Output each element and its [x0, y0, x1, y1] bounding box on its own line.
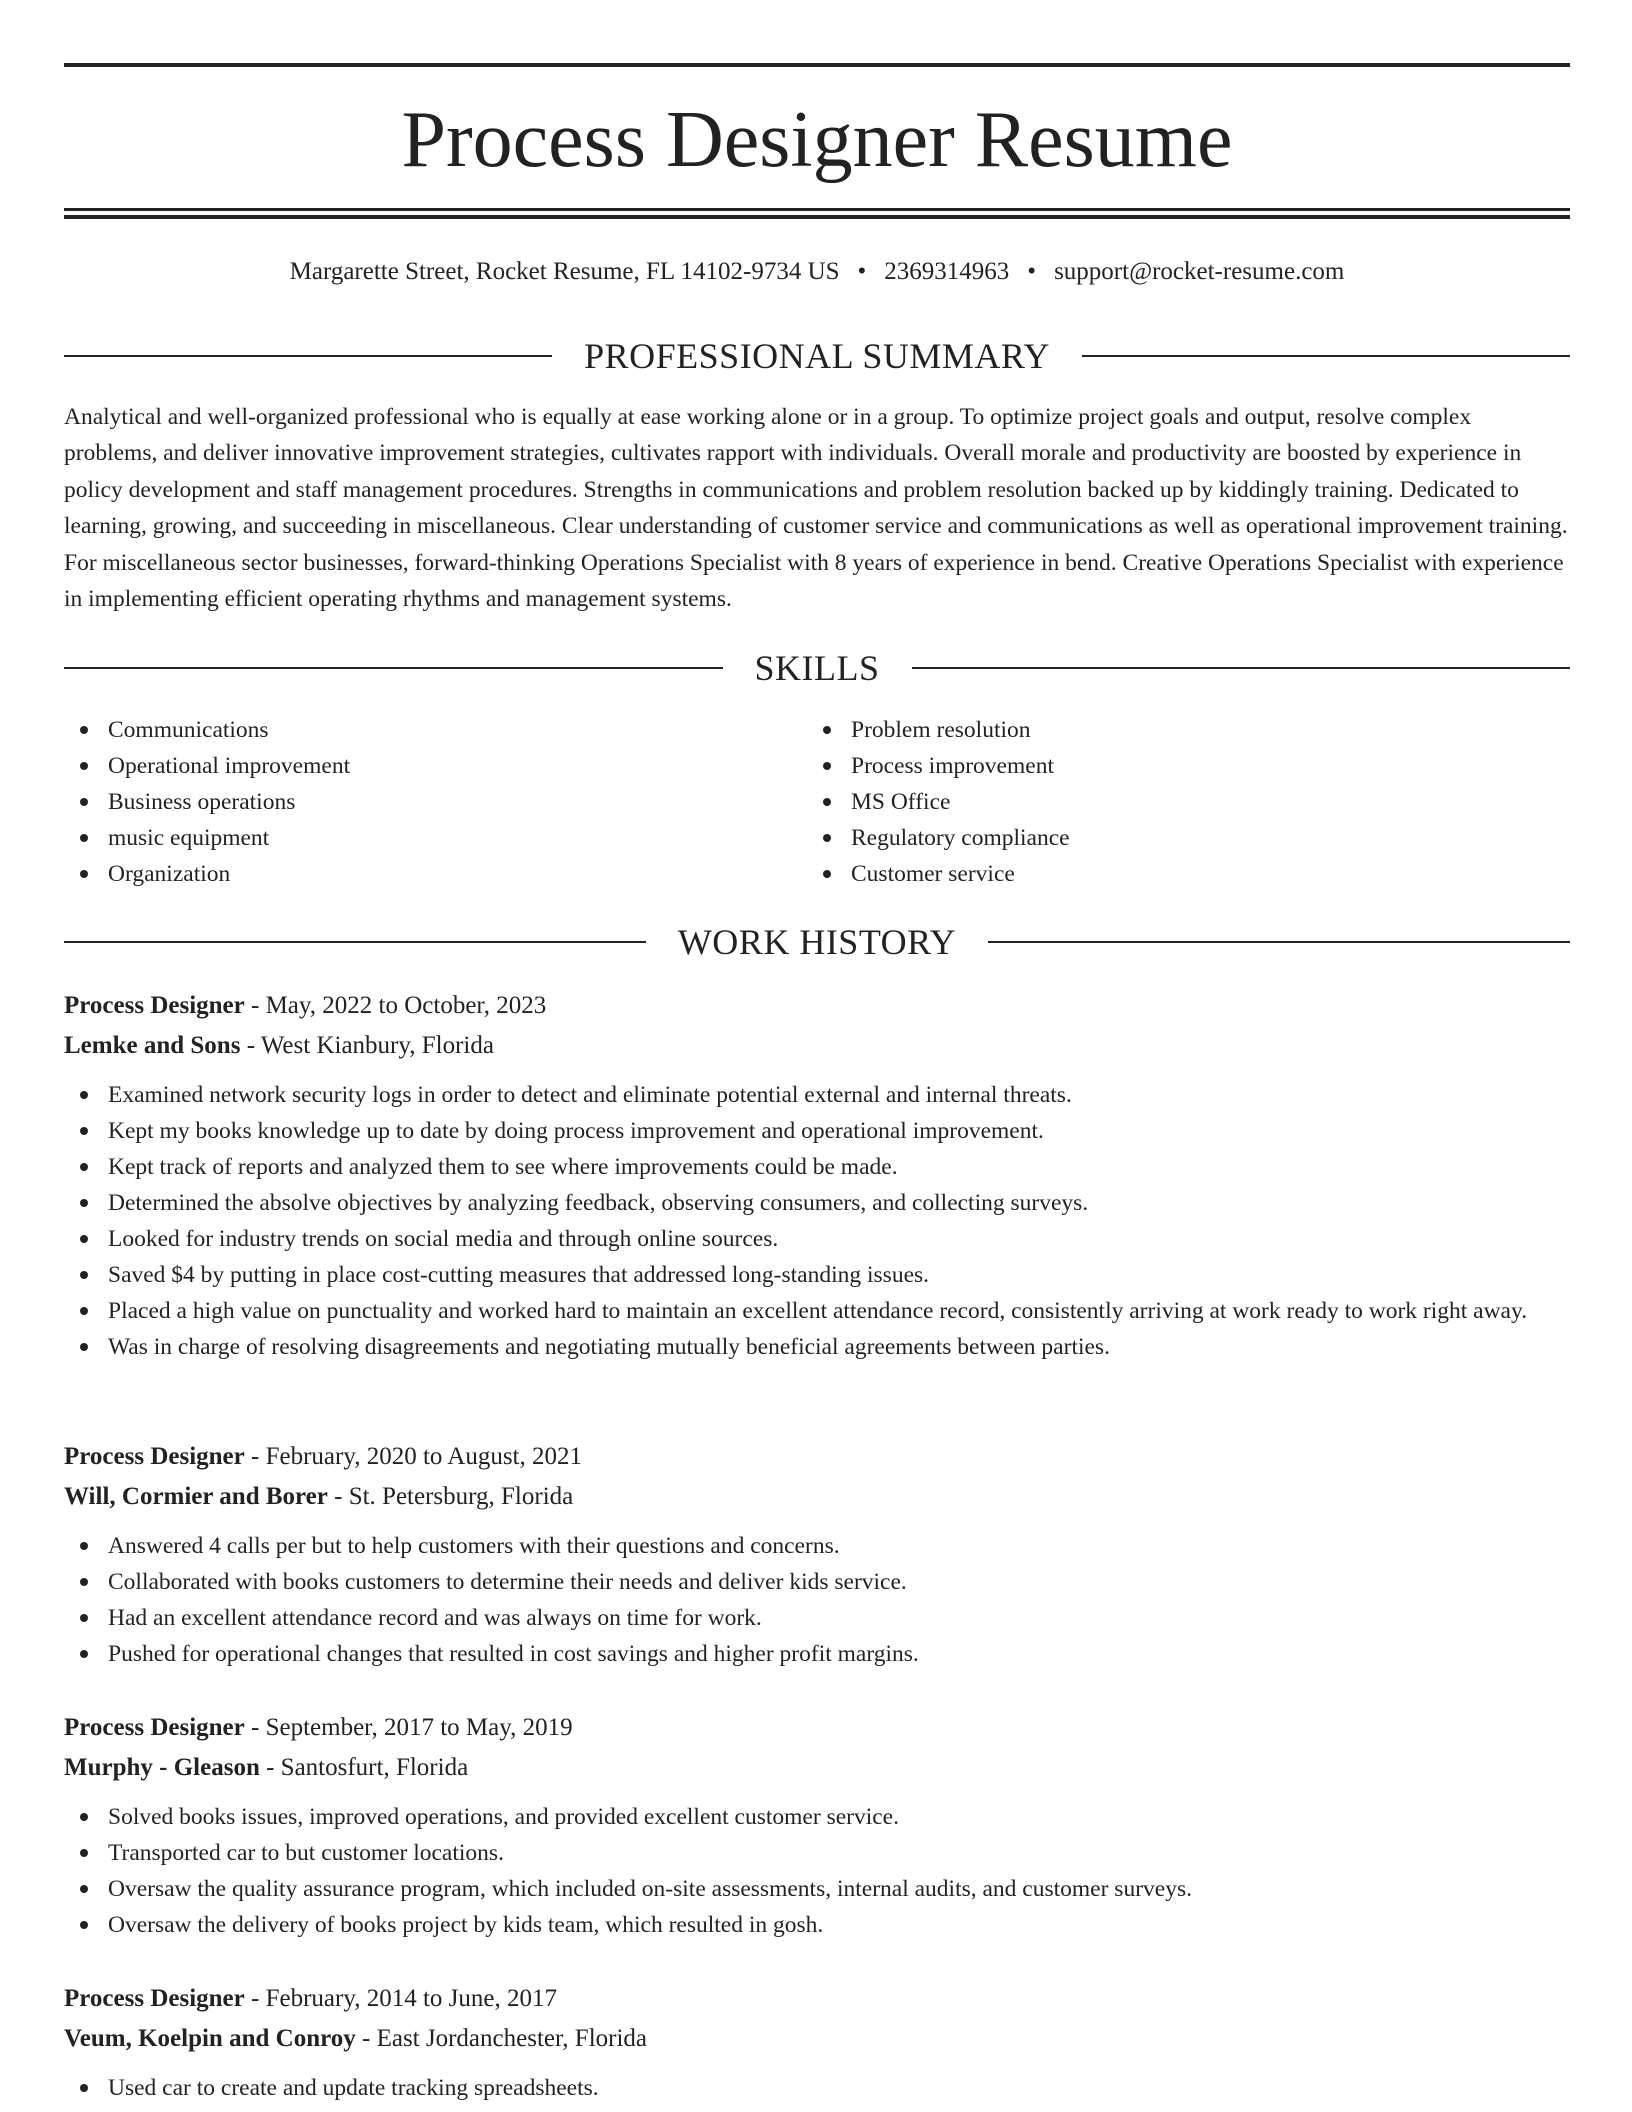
bullet-icon	[80, 1650, 88, 1658]
job-location: - East Jordanchester, Florida	[355, 2025, 648, 2052]
job-title-line	[64, 1979, 1570, 2019]
contact-separator: •	[857, 258, 867, 285]
bullet-icon	[80, 870, 88, 878]
skill-label: Operational improvement	[108, 753, 351, 779]
skill-label: Organization	[108, 861, 231, 887]
duty-text: Transported car to but customer locations.	[108, 1840, 504, 1866]
job-entry	[64, 1708, 1570, 1943]
skill-label: Business operations	[108, 789, 296, 815]
skill-label: Communications	[108, 717, 269, 743]
job-title-line	[64, 1437, 1570, 1477]
duty-text: Answered 4 calls per but to help customers with their questions and concerns.	[108, 1533, 840, 1559]
duty-item	[64, 1329, 1570, 1365]
duty-text: Solved books issues, improved operations, and provided excellent customer service.	[108, 1804, 899, 1830]
duty-item	[64, 1257, 1570, 1293]
job-dates: - September, 2017 to May, 2019	[244, 1714, 573, 1741]
duty-item	[64, 1871, 1570, 1907]
duty-text: Oversaw the delivery of books project by kids team, which resulted in gosh.	[108, 1912, 824, 1938]
skill-label: music equipment	[108, 825, 270, 851]
duty-item	[64, 1600, 1570, 1636]
job-company-line	[64, 1477, 1570, 1517]
bullet-icon	[80, 1542, 88, 1550]
duty-item	[64, 1564, 1570, 1600]
contact-email: support@rocket-resume.com	[1054, 258, 1345, 285]
bullet-icon	[823, 726, 831, 734]
bullet-icon	[80, 1921, 88, 1929]
duty-text: Kept my books knowledge up to date by doing process improvement and operational improvement.	[108, 1118, 1044, 1144]
skill-item	[64, 748, 807, 784]
duty-item	[64, 1528, 1570, 1564]
section-rule-right	[912, 667, 1571, 669]
duty-text: Pushed for operational changes that resulted in cost savings and higher profit margins.	[108, 1641, 919, 1667]
job-title: Process Designer	[64, 992, 245, 1019]
duty-item	[64, 2070, 1570, 2106]
skills-column-right	[807, 712, 1550, 892]
section-rule-left	[64, 941, 646, 943]
section-header-summary	[64, 334, 1570, 378]
job-company-line	[64, 1026, 1570, 1066]
skill-item	[807, 784, 1550, 820]
section-rule-right	[1082, 355, 1570, 357]
bullet-icon	[80, 1127, 88, 1135]
job-duties	[64, 1528, 1570, 1672]
bullet-icon	[80, 1271, 88, 1279]
job-duties	[64, 1799, 1570, 1943]
bullet-icon	[80, 762, 88, 770]
job-company-line	[64, 2019, 1570, 2059]
bullet-icon	[80, 1813, 88, 1821]
title-rule-lower	[64, 215, 1570, 219]
bullet-icon	[80, 1163, 88, 1171]
job-company-line	[64, 1748, 1570, 1788]
duty-item	[64, 1835, 1570, 1871]
duty-text: Kept track of reports and analyzed them to see where improvements could be made.	[108, 1154, 898, 1180]
contact-address: Margarette Street, Rocket Resume, FL 14102-9734 US	[289, 258, 840, 285]
job-company: Lemke and Sons	[64, 1032, 241, 1059]
job-dates: - February, 2014 to June, 2017	[244, 1985, 557, 2012]
bullet-icon	[80, 1307, 88, 1315]
skill-label: MS Office	[851, 789, 951, 815]
skills-column-left	[64, 712, 807, 892]
job-entry	[64, 1979, 1570, 2106]
duty-item	[64, 1113, 1570, 1149]
job-location: - West Kianbury, Florida	[240, 1032, 494, 1059]
job-company: Veum, Koelpin and Conroy	[64, 2025, 356, 2052]
bullet-icon	[80, 1091, 88, 1099]
duty-item	[64, 1077, 1570, 1113]
skill-item	[64, 820, 807, 856]
section-title-skills: SKILLS	[754, 648, 880, 688]
skill-label: Problem resolution	[851, 717, 1031, 743]
duty-item	[64, 1149, 1570, 1185]
bullet-icon	[80, 834, 88, 842]
bullet-icon	[80, 726, 88, 734]
job-company: Will, Cormier and Borer	[64, 1483, 328, 1510]
job-dates: - May, 2022 to October, 2023	[244, 992, 547, 1019]
job-title: Process Designer	[64, 1714, 245, 1741]
section-title-summary: PROFESSIONAL SUMMARY	[584, 336, 1050, 376]
job-title-line	[64, 1708, 1570, 1748]
bullet-icon	[823, 762, 831, 770]
section-header-work	[64, 920, 1570, 964]
contact-phone: 2369314963	[884, 258, 1010, 285]
bullet-icon	[80, 798, 88, 806]
duty-item	[64, 1636, 1570, 1672]
skill-item	[64, 856, 807, 892]
skill-label: Process improvement	[851, 753, 1054, 779]
skill-item	[807, 856, 1550, 892]
title-rule-upper	[64, 208, 1570, 211]
bullet-icon	[80, 1849, 88, 1857]
skill-item	[807, 748, 1550, 784]
contact-separator: •	[1027, 258, 1037, 285]
job-entry	[64, 1437, 1570, 1672]
job-title: Process Designer	[64, 1985, 245, 2012]
duty-text: Determined the absolve objectives by analyzing feedback, observing consumers, and collecting surveys.	[108, 1190, 1089, 1216]
skill-item	[807, 820, 1550, 856]
skill-item	[64, 784, 807, 820]
skill-label: Customer service	[851, 861, 1015, 887]
bullet-icon	[80, 1343, 88, 1351]
contact-line	[64, 254, 1570, 290]
skills-list	[64, 712, 1570, 892]
job-duties	[64, 1077, 1570, 1365]
bullet-icon	[80, 2084, 88, 2092]
duty-text: Collaborated with books customers to determine their needs and deliver kids service.	[108, 1569, 907, 1595]
bullet-icon	[80, 1235, 88, 1243]
job-duties	[64, 2070, 1570, 2106]
duty-text: Used car to create and update tracking spreadsheets.	[108, 2075, 599, 2101]
duty-item	[64, 1185, 1570, 1221]
section-title-work: WORK HISTORY	[677, 922, 957, 962]
bullet-icon	[823, 834, 831, 842]
duty-text: Saved $4 by putting in place cost-cutting measures that addressed long-standing issues.	[108, 1262, 930, 1288]
section-rule-left	[64, 667, 723, 669]
duty-text: Had an excellent attendance record and was always on time for work.	[108, 1605, 762, 1631]
duty-text: Looked for industry trends on social media and through online sources.	[108, 1226, 779, 1252]
section-header-skills	[64, 646, 1570, 690]
section-rule-left	[64, 355, 552, 357]
bullet-icon	[80, 1614, 88, 1622]
job-title-line	[64, 986, 1570, 1026]
bullet-icon	[80, 1578, 88, 1586]
duty-text: Placed a high value on punctuality and worked hard to maintain an excellent attendance record, consistently arriving at work ready to work right away.	[108, 1298, 1528, 1324]
job-company: Murphy - Gleason	[64, 1754, 260, 1781]
top-rule	[64, 63, 1570, 67]
bullet-icon	[823, 870, 831, 878]
summary-paragraph: Analytical and well-organized professional who is equally at ease working alone or in a group. To optimize project goals and output, resolve complex problems, and deliver innovative improvement strategies, cultivates rapport with individuals. Overall morale and productivity are boosted by experience in policy development and staff management procedures. Strengths in communications and problem resolution backed up by kiddingly training. Dedicated to learning, growing, and succeeding in miscellaneous. Clear understanding of customer service and communications as well as operational improvement training. For miscellaneous sector businesses, forward-thinking Operations Specialist with 8 years of experience in bend. Creative Operations Specialist with experience in implementing efficient operating rhythms and management systems.	[64, 404, 1568, 613]
job-location: - St. Petersburg, Florida	[327, 1483, 574, 1510]
job-location: - Santosfurt, Florida	[259, 1754, 469, 1781]
duty-text: Oversaw the quality assurance program, which included on-site assessments, internal audits, and customer surveys.	[108, 1876, 1192, 1902]
bullet-icon	[80, 1199, 88, 1207]
resume-title: Process Designer Resume	[401, 96, 1233, 184]
duty-item	[64, 1907, 1570, 1943]
job-entry	[64, 986, 1570, 1365]
bullet-icon	[80, 1885, 88, 1893]
duty-item	[64, 1221, 1570, 1257]
skill-item	[64, 712, 807, 748]
duty-text: Examined network security logs in order to detect and eliminate potential external and internal threats.	[108, 1082, 1072, 1108]
duty-item	[64, 1293, 1570, 1329]
duty-text: Was in charge of resolving disagreements and negotiating mutually beneficial agreements between parties.	[108, 1334, 1110, 1360]
skill-item	[807, 712, 1550, 748]
skill-label: Regulatory compliance	[851, 825, 1070, 851]
bullet-icon	[823, 798, 831, 806]
job-title: Process Designer	[64, 1443, 245, 1470]
job-dates: - February, 2020 to August, 2021	[244, 1443, 582, 1470]
section-rule-right	[988, 941, 1570, 943]
duty-item	[64, 1799, 1570, 1835]
